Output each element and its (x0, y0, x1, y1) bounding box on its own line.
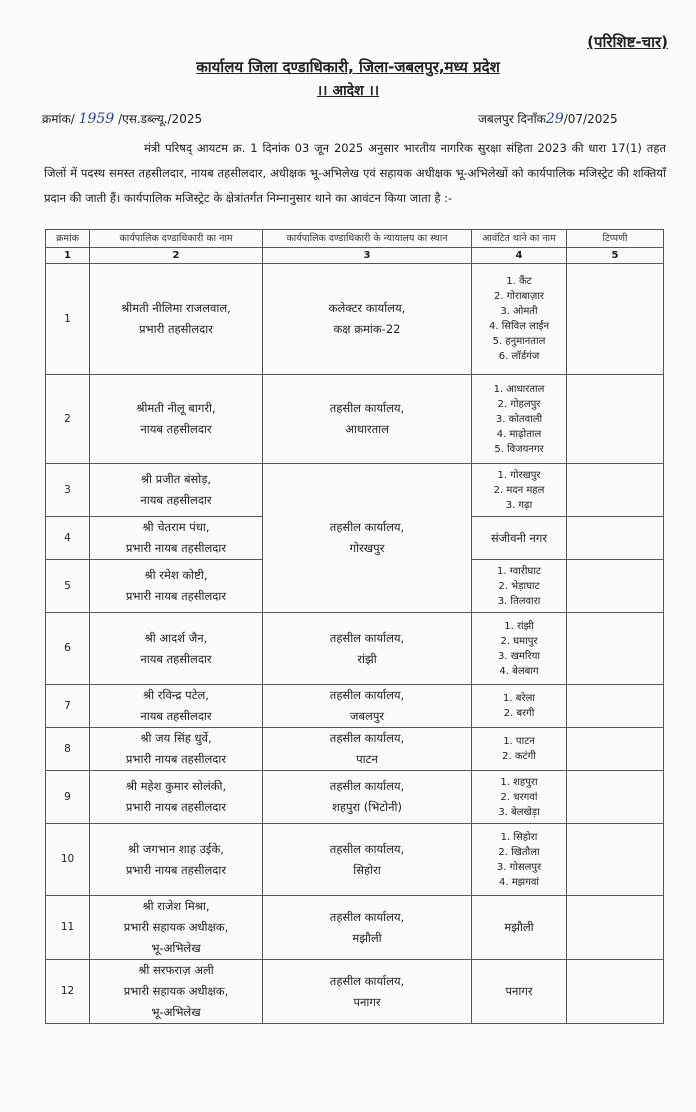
police-station-item: 2. गोहलपुर (497, 398, 541, 410)
magistrate-name-line: श्री महेश कुमार सोलंकी, (125, 779, 227, 793)
magistrate-name-cell (90, 464, 263, 517)
police-station-item: 2. कटंगी (502, 751, 536, 762)
court-location-line: कलेक्टर कार्यालय, (328, 301, 406, 315)
magistrate-name-line: श्री प्रजीत बंसोड़, (140, 472, 212, 486)
magistrate-name-line: श्री रमेश कोष्टी, (144, 568, 208, 582)
magistrate-name-cell (90, 613, 263, 685)
magistrate-name-cell (90, 375, 263, 464)
police-station-item: 3. गढ़ा (505, 499, 533, 511)
magistrate-name-line: श्रीमती नीलिमा राजलवाल, (121, 301, 231, 315)
magistrate-name-cell (90, 517, 263, 560)
column-number: 4 (472, 248, 567, 264)
allotted-stations-cell (472, 560, 567, 613)
serial-number-cell: 2 (46, 375, 90, 464)
police-station-item: 5. हनुमानताल (492, 336, 546, 347)
reference-suffix: /एस.डब्ल्यू./2025 (118, 112, 203, 126)
magistrate-name-line: नायब तहसीलदार (140, 651, 212, 666)
column-number: 2 (90, 248, 263, 264)
remark-cell (567, 264, 664, 375)
table-body (46, 264, 664, 1024)
table-row (46, 685, 664, 728)
remark-cell (567, 613, 664, 685)
court-location-cell (263, 824, 472, 896)
magistrate-name-line: श्री आदर्श जैन, (144, 630, 208, 645)
police-station-item: 1. बरेला (503, 693, 535, 704)
police-station-item: 2. भेड़ाघाट (498, 580, 540, 592)
allotted-stations-cell (472, 896, 567, 960)
court-location-line: शहपुरा (भिटोनी) (332, 800, 402, 814)
magistrate-name-cell (90, 728, 263, 771)
magistrate-name-line: प्रभारी नायब तहसीलदार (125, 589, 227, 603)
header-remark: टिप्पणी (567, 230, 664, 248)
order-paragraph (44, 136, 666, 211)
police-station-item: 3. कोतवाली (495, 413, 543, 425)
police-station-item: पनागर (505, 984, 533, 998)
police-station-item: 5. विजयनगर (494, 443, 544, 455)
allotted-stations-cell (472, 824, 567, 896)
police-station-item: 3. खमरिया (498, 650, 540, 662)
dateline-suffix: /07/2025 (563, 112, 618, 126)
remark-cell (567, 685, 664, 728)
serial-number-cell: 11 (46, 896, 90, 960)
police-station-item: 2. मदन महल (493, 484, 545, 496)
court-location-line: तहसील कार्यालय, (329, 630, 405, 645)
police-station-item: 2. घमापुर (500, 635, 538, 647)
magistrate-name-cell (90, 264, 263, 375)
police-station-item: 6. लॉर्डगंज (498, 351, 540, 362)
police-station-item: 2. बरगी (503, 708, 535, 719)
serial-number-cell: 1 (46, 264, 90, 375)
police-station-item: 1. ग्वारीघाट (497, 565, 541, 577)
serial-number-cell: 9 (46, 771, 90, 824)
remark-cell (567, 464, 664, 517)
magistrate-name-cell (90, 685, 263, 728)
police-station-item: 3. तिलवारा (497, 595, 541, 607)
header-court: कार्यपालिक दण्डाधिकारी के न्यायालय का स्थान (263, 230, 472, 248)
magistrate-name-line: श्री चेतराम पंधा, (142, 520, 210, 534)
magistrate-name-cell (90, 560, 263, 613)
magistrate-name-line: प्रभारी नायब तहसीलदार (125, 862, 227, 877)
column-number: 5 (567, 248, 664, 264)
table-row (46, 960, 664, 1024)
allotted-stations-cell (472, 464, 567, 517)
police-station-item: 4. सिविल लाईन (488, 321, 549, 332)
serial-number-cell: 3 (46, 464, 90, 517)
header-stations: आवंटित थाने का नाम (472, 230, 567, 248)
court-location-cell (263, 464, 472, 613)
magistrate-name-line: श्री राजेश मिश्रा, (142, 899, 210, 913)
allotted-stations-cell (472, 728, 567, 771)
court-location-line: मझौली (352, 930, 382, 945)
serial-number-cell: 4 (46, 517, 90, 560)
magistrate-name-line: नायब तहसीलदार (140, 493, 212, 507)
magistrate-name-cell (90, 896, 263, 960)
magistrate-name-cell (90, 824, 263, 896)
magistrate-name-line: प्रभारी नायब तहसीलदार (125, 800, 227, 814)
court-location-line: तहसील कार्यालय, (329, 401, 405, 415)
court-location-cell (263, 264, 472, 375)
police-station-item: 1. सिहोरा (500, 831, 538, 843)
magistrate-name-line: भू-अभिलेख (151, 1005, 201, 1019)
police-station-item: मझौली (504, 920, 534, 934)
serial-number-cell: 6 (46, 613, 90, 685)
table-row (46, 824, 664, 896)
police-station-item: 1. गोरखपुर (497, 469, 541, 481)
court-location-cell (263, 960, 472, 1024)
dateline-prefix: जबलपुर दिनाँक (478, 112, 546, 126)
court-location-cell (263, 375, 472, 464)
police-station-item: 2. चरगवां (500, 791, 538, 803)
reference-number (42, 110, 202, 127)
order-title: ।। आदेश ।। (316, 83, 380, 99)
allotted-stations-cell (472, 264, 567, 375)
dateline (478, 110, 618, 127)
magistrate-name-line: श्रीमती नीलू बागरी, (136, 401, 216, 415)
court-location-line: पनागर (353, 994, 381, 1009)
table-header-row (46, 230, 664, 248)
table-row (46, 613, 664, 685)
remark-cell (567, 771, 664, 824)
court-location-line: पाटन (356, 752, 378, 766)
police-station-item: 3. गोसलपुर (496, 861, 542, 873)
remark-cell (567, 560, 664, 613)
allotted-stations-cell (472, 685, 567, 728)
column-number: 3 (263, 248, 472, 264)
serial-number-cell: 8 (46, 728, 90, 771)
allocation-table (45, 229, 664, 1024)
reference-prefix: क्रमांक/ (42, 112, 75, 126)
remark-cell (567, 375, 664, 464)
court-location-cell (263, 685, 472, 728)
allotted-stations-cell (472, 517, 567, 560)
allotted-stations-cell (472, 375, 567, 464)
column-number-row (46, 248, 664, 264)
remark-cell (567, 517, 664, 560)
magistrate-name-line: श्री जगभान शाह उईके, (128, 841, 224, 856)
court-location-line: कक्ष क्रमांक-22 (333, 322, 401, 336)
court-location-cell (263, 728, 472, 771)
magistrate-name-line: नायब तहसीलदार (140, 422, 212, 436)
court-location-line: तहसील कार्यालय, (329, 909, 405, 924)
serial-number-cell: 12 (46, 960, 90, 1024)
remark-cell (567, 728, 664, 771)
police-station-item: 1. शहपुरा (500, 776, 538, 788)
allotted-stations-cell (472, 960, 567, 1024)
magistrate-name-line: श्री सरफराज़ अली (138, 963, 214, 977)
magistrate-name-line: प्रभारी तहसीलदार (139, 322, 213, 336)
magistrate-name-cell (90, 960, 263, 1024)
allotted-stations-cell (472, 613, 567, 685)
appendix-label: (परिशिष्ट-चार) (587, 33, 668, 51)
court-location-cell (263, 896, 472, 960)
magistrate-name-line: भू-अभिलेख (151, 941, 201, 955)
police-station-item: 3. बेलखेड़ा (498, 806, 540, 818)
table-row (46, 771, 664, 824)
magistrate-name-line: प्रभारी नायब तहसीलदार (125, 541, 227, 555)
police-station-item: 1. आधारताल (493, 383, 545, 395)
table-row (46, 728, 664, 771)
header-name: कार्यपालिक दण्डाधिकारी का नाम (90, 230, 263, 248)
court-location-cell (263, 771, 472, 824)
allotted-stations-cell (472, 771, 567, 824)
police-station-item: 3. ओमती (500, 306, 538, 317)
magistrate-name-line: श्री जय सिंह धुर्वे, (140, 731, 212, 745)
table-row (46, 375, 664, 464)
serial-number-cell: 7 (46, 685, 90, 728)
header-sno: क्रमांक (46, 230, 90, 248)
table-row (46, 264, 664, 375)
handwritten-reference-number: 1959 (78, 111, 115, 127)
court-location-line: तहसील कार्यालय, (329, 779, 405, 793)
handwritten-day: 29 (545, 111, 564, 127)
column-number: 1 (46, 248, 90, 264)
magistrate-name-cell (90, 771, 263, 824)
police-station-item: 1. पाटन (503, 736, 535, 747)
court-location-line: तहसील कार्यालय, (329, 520, 405, 534)
court-location-line: सिहोरा (353, 862, 381, 877)
police-station-item: 4. मझगवां (498, 876, 540, 888)
serial-number-cell: 5 (46, 560, 90, 613)
court-location-line: तहसील कार्यालय, (329, 688, 405, 702)
court-location-line: गोरखपुर (349, 541, 385, 555)
court-location-cell (263, 613, 472, 685)
table-row (46, 464, 664, 517)
court-location-line: रांझी (357, 651, 377, 666)
court-location-line: तहसील कार्यालय, (329, 973, 405, 988)
magistrate-name-line: नायब तहसीलदार (140, 709, 212, 723)
court-location-line: आधारताल (345, 422, 389, 436)
table-row (46, 896, 664, 960)
office-title: कार्यालय जिला दण्डाधिकारी, जिला-जबलपुर,मध्य प्रदेश (196, 58, 500, 76)
police-station-item: 1. कैंट (506, 276, 532, 287)
remark-cell (567, 960, 664, 1024)
magistrate-name-line: प्रभारी सहायक अधीक्षक, (123, 920, 229, 934)
police-station-item: 2. खितौला (498, 846, 540, 858)
police-station-item: 4. माढ़ोताल (496, 428, 542, 440)
police-station-item: 2. गोराबाज़ार (493, 291, 545, 302)
magistrate-name-line: प्रभारी सहायक अधीक्षक, (123, 984, 229, 998)
magistrate-name-line: प्रभारी नायब तहसीलदार (125, 752, 227, 766)
serial-number-cell: 10 (46, 824, 90, 896)
order-paragraph-text: मंत्री परिषद् आयटम क्र. 1 दिनांक 03 जून 2025 अनुसार भारतीय नागरिक सुरक्षा संहिता 2023 की धारा 17(1) तहत जिलों में पदस्थ समस्त तहसीलदार, नायब तहसीलदार, अधीक्षक भू-अभिलेख एवं सहायक अधीक्षक भू-अभिलेखों को कार्यपालिक मजिस्ट्रेट की शक्तियाँ प्रदान की जाती हैं। कार्यपालिक मजिस्ट्रेट के क्षेत्रांतर्गत निम्नानुसार थाने का आवंटन किया जाता है :- (44, 141, 666, 205)
police-station-item: 1. रांझी (504, 620, 534, 632)
remark-cell (567, 824, 664, 896)
court-location-line: तहसील कार्यालय, (329, 731, 405, 745)
magistrate-name-line: श्री रविन्द्र पटेल, (143, 688, 209, 702)
court-location-line: तहसील कार्यालय, (329, 841, 405, 856)
remark-cell (567, 896, 664, 960)
police-station-item: संजीवनी नगर (490, 530, 548, 545)
court-location-line: जबलपुर (349, 709, 385, 723)
police-station-item: 4. बेलबाग (499, 665, 539, 677)
